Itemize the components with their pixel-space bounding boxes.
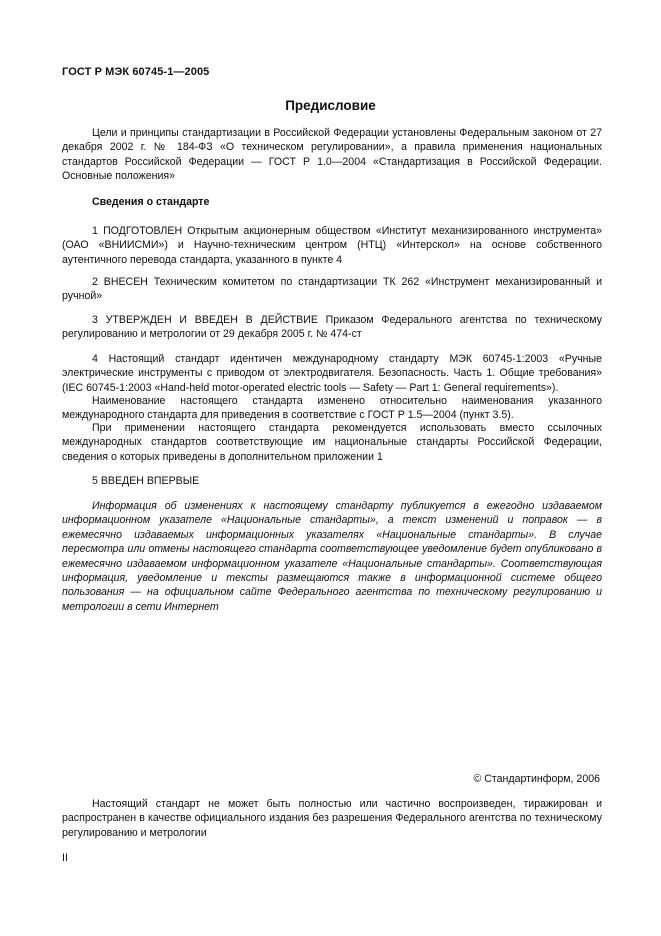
amendments-notice: Информация об изменениях к настоящему стандарту публикуется в ежегодно издаваемом информационном указателе «Национальные стандарты», а текст изменений и поправок — в ежемесячно издаваемых информационных указателях «Национальные стандарты». В случае пересмотра или отмены настоящего стандарта соответствующее уведомление будет опубликовано в ежемесячно издаваемом информационном указателе «Национальные стандарты». Соответствующая информация, уведомление и тексты размещаются также в информационной системе общего пользования — на официальном сайте Федерального агентства по техническому регулированию и метрологии в сети Интернет xyxy=(62,500,602,613)
item-4-name-change-paragraph: Наименование настоящего стандарта изменено относительно наименования указанного международного стандарта для приведения в соответствие с ГОСТ Р 1.5—2004 (пункт 3.5). xyxy=(62,395,602,422)
reproduction-notice: Настоящий стандарт не может быть полностью или частично воспроизведен, тиражирован и распространен в качестве официального издания без разрешения Федерального агентства по техническому регулированию и метрологии xyxy=(62,798,602,839)
document-code: ГОСТ Р МЭК 60745-1—2005 xyxy=(62,66,210,78)
section-subtitle: Сведения о стандарте xyxy=(92,196,210,208)
item-4-references-paragraph: При применении настоящего стандарта рекомендуется использовать вместо ссылочных международных стандартов соответствующие им национальные стандарты Российской Федерации, сведения о которых приведены в дополнительном приложении 1 xyxy=(62,422,602,463)
item-2-paragraph: 2 ВНЕСЕН Техническим комитетом по стандартизации ТК 262 «Инструмент механизированный и ручной» xyxy=(62,276,602,303)
item-5-paragraph: 5 ВВЕДЕН ВПЕРВЫЕ xyxy=(92,475,200,487)
copyright-line: © Стандартинформ, 2006 xyxy=(473,773,600,785)
item-3-paragraph: 3 УТВЕРЖДЕН И ВВЕДЕН В ДЕЙСТВИЕ Приказом Федерального агентства по техническому регулированию и метрологии от 29 декабря 2005 г. № 474-ст xyxy=(62,314,602,341)
page-number: II xyxy=(62,852,68,864)
intro-paragraph: Цели и принципы стандартизации в Российской Федерации установлены Федеральным законом от 27 декабря 2002 г. № 184-ФЗ «О техническом регулировании», а правила применения национальных стандартов Российской Федерации — ГОСТ Р 1.0—2004 «Стандартизация в Российской Федерации. Основные положения» xyxy=(62,127,602,183)
page-title: Предисловие xyxy=(285,98,376,113)
item-1-paragraph: 1 ПОДГОТОВЛЕН Открытым акционерным обществом «Институт механизированного инструмента» (ОАО «ВНИИСМИ») и Научно-техническим центром (НТЦ) «Интерскол» на основе собственного аутентичного перевода стандарта, указанного в пункте 4 xyxy=(62,225,602,266)
item-4-paragraph: 4 Настоящий стандарт идентичен международному стандарту МЭК 60745-1:2003 «Ручные электрические инструменты с приводом от электродвигателя. Безопасность. Часть 1. Общие требования» (IEC 60745-1:2003 «Hand-held motor-operated electric tools — Safety — Part 1: General requirements»). xyxy=(62,353,602,394)
